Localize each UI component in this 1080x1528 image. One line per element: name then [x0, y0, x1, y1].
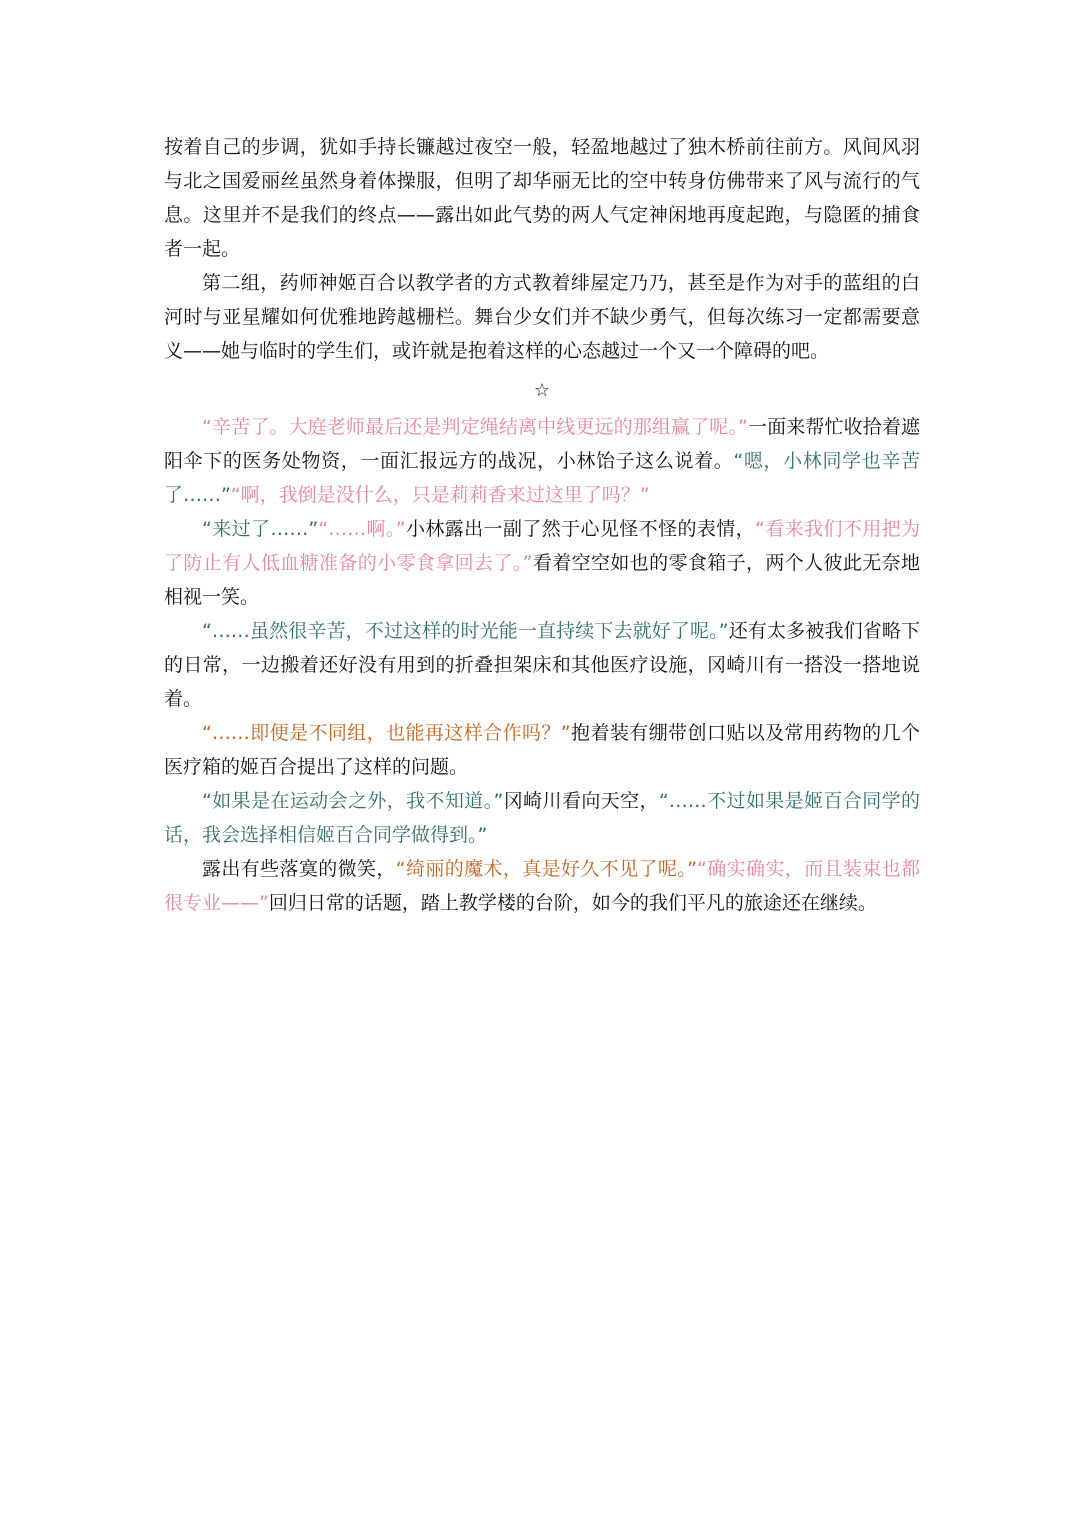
section-divider-star: ☆ [533, 380, 551, 401]
dialogue-orange: “绮丽的魔术，真是好久不见了呢。” [395, 858, 697, 880]
paragraph-8 [164, 852, 920, 920]
paragraph-6 [164, 716, 920, 784]
narration-span: 冈崎川看向天空， [503, 790, 659, 812]
dialogue-pink: “确实确实，而且装束也都很专业——” [164, 858, 920, 914]
paragraph-5 [164, 614, 920, 716]
text-span: 按着自己的步调，犹如手持长镰越过夜空一般，轻盈地越过了独木桥前往前方。风间风羽与北之国爱丽丝虽然身着体操服，但明了却华丽无比的空中转身仿佛带来了风与流行的气息。这里并不是我们的终点——露出如此气势的两人气定神闲地再度起跑，与隐匿的捕食者一起。 [164, 136, 920, 260]
dialogue-teal: “嗯，小林同学也辛苦了……” [164, 450, 920, 506]
dialogue-teal: “……虽然很辛苦，不过这样的时光能一直持续下去就好了呢。” [202, 620, 729, 642]
narration-span: 看着空空如也的零食箱子，两个人彼此无奈地相视一笑。 [164, 552, 920, 608]
dialogue-pink: “辛苦了。大庭老师最后还是判定绳结离中线更远的那组赢了呢。” [202, 416, 748, 438]
dialogue-pink: “……啊。” [318, 518, 406, 540]
dialogue-teal: “……不过如果是姬百合同学的话，我会选择相信姬百合同学做得到。” [164, 790, 920, 846]
narration-span: 回归日常的话题，踏上教学楼的台阶，如今的我们平凡的旅途还在继续。 [268, 892, 877, 914]
paragraph-7 [164, 784, 920, 852]
narration-span: 露出有些落寞的微笑， [202, 858, 396, 880]
dialogue-pink: “看来我们不用把为了防止有人低血糖准备的小零食拿回去了。” [164, 518, 920, 574]
narration-span: 小林露出一副了然于心见怪不怪的表情， [405, 518, 756, 540]
dialogue-teal: “来过了……” [202, 518, 319, 540]
dialogue-pink: “啊，我倒是没什么，只是莉莉香来过这里了吗？” [230, 484, 650, 506]
document-page [164, 130, 920, 920]
dialogue-orange: “……即便是不同组，也能再这样合作吗？” [202, 722, 571, 744]
paragraph-1 [164, 130, 920, 266]
text-span: 第二组，药师神姬百合以教学者的方式教着绯屋定乃乃，甚至是作为对手的蓝组的白河时与亚星耀如何优雅地跨越栅栏。舞台少女们并不缺少勇气，但每次练习一定都需要意义——她与临时的学生们，或许就是抱着这样的心态越过一个又一个障碍的吧。 [164, 272, 920, 362]
dialogue-teal: “如果是在运动会之外，我不知道。” [202, 790, 504, 812]
narration-span: 一面来帮忙收拾着遮阳伞下的医务处物资，一面汇报远方的战况，小林饴子这么说着。 [164, 416, 920, 472]
paragraph-4 [164, 512, 920, 614]
narration-span: 抱着装有绷带创口贴以及常用药物的几个医疗箱的姬百合提出了这样的问题。 [164, 722, 920, 778]
narration-span: 还有太多被我们省略下的日常，一边搬着还好没有用到的折叠担架床和其他医疗设施，冈崎川有一搭没一搭地说着。 [164, 620, 920, 710]
paragraph-2 [164, 266, 920, 368]
paragraph-3 [164, 410, 920, 512]
